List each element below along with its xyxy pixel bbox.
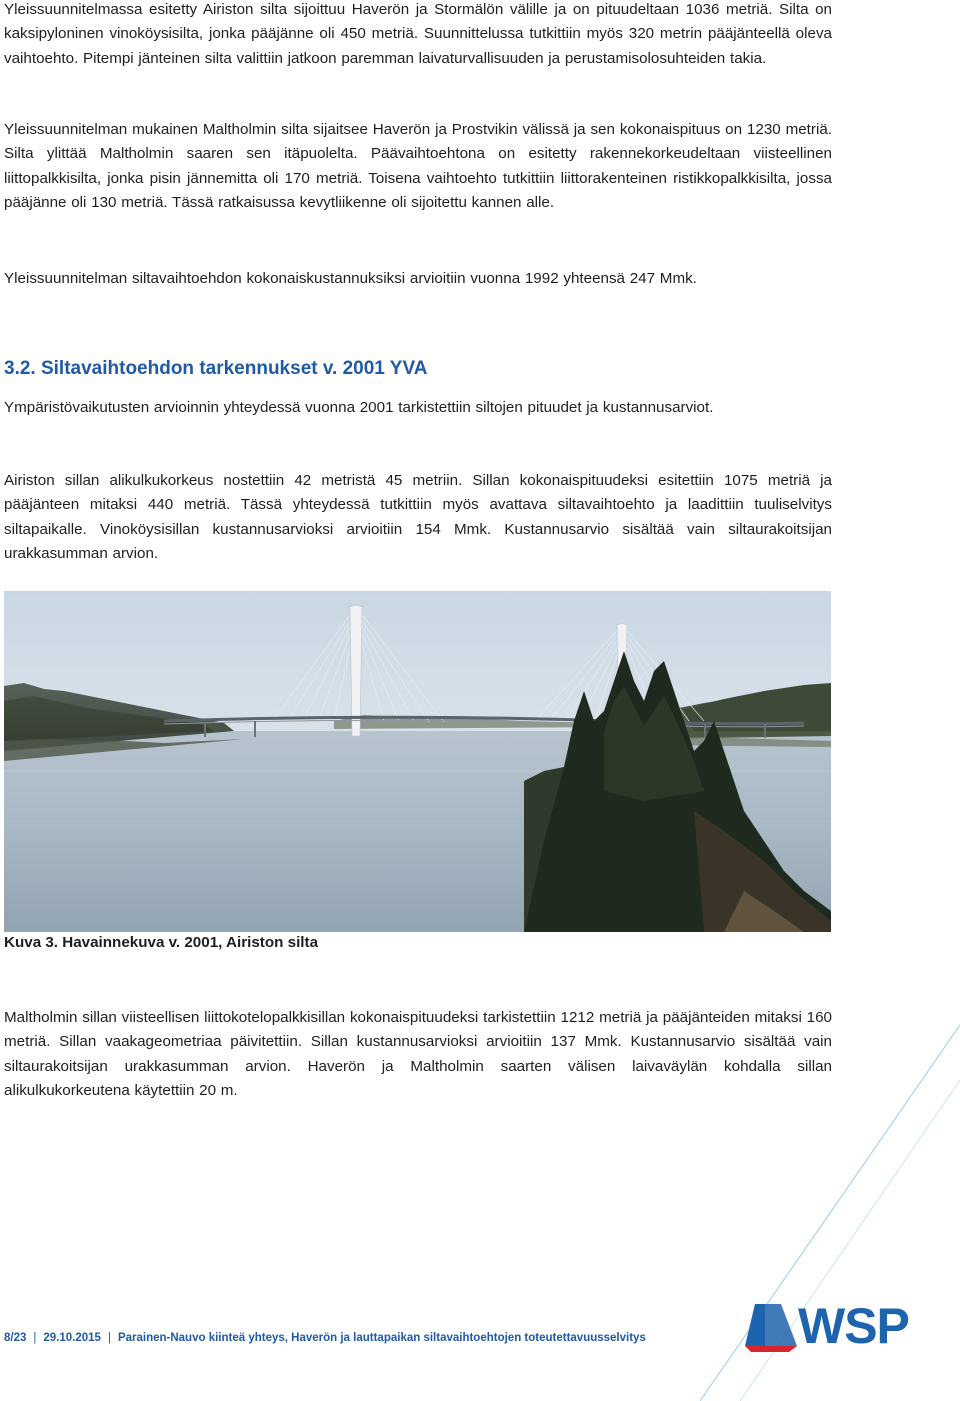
bridge-visualization-image [4,591,831,932]
paragraph-maltholm-bridge: Yleissuunnitelman mukainen Maltholmin silta sijaitsee Haverön ja Prostvikin välissä ja sen kokonaispituus on 1230 metriä. Silta ylittää Maltholmin saaren sen itäpuolelta. Päävaihtoehtona on esitetty rakennekorkeudeltaan viisteellinen liittopalkkisilta, jonka pisin jännemitta oli 170 metriä. Toisena vaihtoehto tutkittiin liittorakenteinen ristikkopalkkisilta, jossa pääjänne oli 130 metriä. Tässä ratkaisussa kevytliikenne oli sijoitettu kannen alle. [4,121,832,212]
wsp-logo-text: WSP [798,1298,909,1354]
paragraph-eia-review: Ympäristövaikutusten arvioinnin yhteydessä vuonna 2001 tarkistettiin siltojen pituudet ja kustannusarviot. [4,399,714,416]
figure-caption: Kuva 3. Havainnekuva v. 2001, Airiston silta [4,934,319,951]
page-footer [4,1330,646,1346]
footer-date: 29.10.2015 [43,1332,101,1344]
paragraph-total-cost: Yleissuunnitelman siltavaihtoehdon kokonaiskustannuksiksi arvioitiin vuonna 1992 yhteensä 247 Mmk. [4,270,697,287]
paragraph-airiston-bridge: Yleissuunnitelmassa esitetty Airiston silta sijoittuu Haverön ja Stormälön välille ja on pituudeltaan 1036 metriä. Silta on kaksipyloninen vinoköysisilta, jonka pääjänne oli 450 metriä. Suunnittelussa tutkittiin myös 320 metrin pääjänteellä oleva vaihtoehto. Pitempi jänteinen silta valittiin jatkoon paremman laivaturvallisuuden ja perustamisolosuhteiden takia. [4,1,832,67]
section-heading: 3.2. Siltavaihtoehdon tarkennukset v. 2001 YVA [4,358,428,379]
footer-page-number: 8/23 [4,1332,27,1344]
footer-separator: | [33,1332,37,1344]
paragraph-airiston-update: Airiston sillan alikulkukorkeus nostettiin 42 metristä 45 metriin. Sillan kokonaispituudeksi esitettiin 1075 metriä ja pääjänteen mitaksi 440 metriä. Tässä yhteydessä tutkittiin myös avattava siltavaihtoehto ja laadittiin tuuliselvitys siltapaikalle. Vinoköysisillan kustannusarvioksi arvioitiin 154 Mmk. Kustannusarvio sisältää vain siltaurakoitsijan urakkasumman arvion. [4,472,832,563]
paragraph-maltholm-update: Maltholmin sillan viisteellisen liittokotelopalkkisillan kokonaispituudeksi tarkistettiin 1212 metriä ja pääjänteiden mitaksi 160 metriä. Sillan vaakageometriaa päivitettiin. Sillan kustannusarvioksi arvioitiin 137 Mmk. Kustannusarvio sisältää vain siltaurakoitsijan urakkasumman arvion. Haverön ja Maltholmin saarten välisen laivaväylän kohdalla sillan alikulkukorkeutena käytettiin 20 m. [4,1009,832,1100]
footer-separator: | [107,1332,111,1344]
footer-report-title: Parainen-Nauvo kiinteä yhteys, Haverön ja lauttapaikan siltavaihtoehtojen toteutettavuusselvitys [117,1332,646,1344]
